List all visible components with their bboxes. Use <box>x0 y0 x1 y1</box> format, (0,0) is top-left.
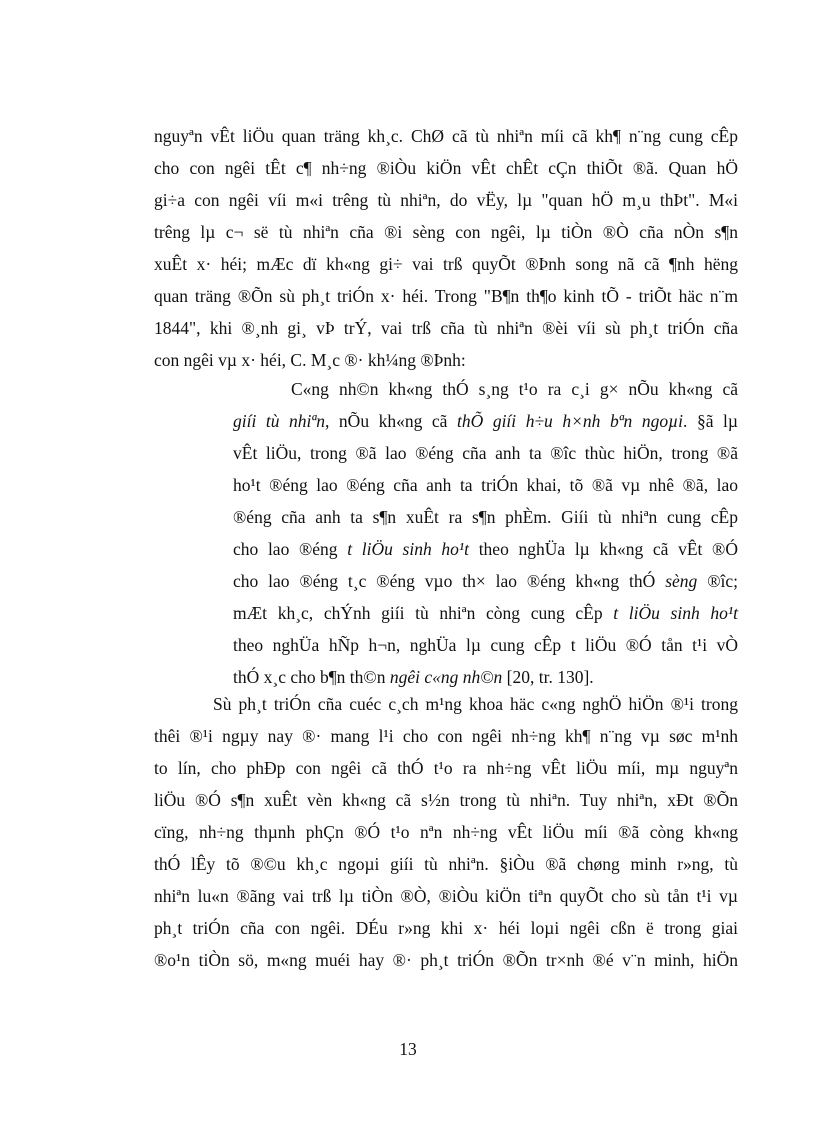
paragraph-2-line: ph¸t triÓn cña con ngêi. DÉu r»ng khi x· héi loµi ngêi cßn ë trong giai <box>154 918 738 938</box>
quote-line: vÊt liÖu, trong ®ã lao ®éng cña anh ta ®îc thùc hiÖn, trong ®ã <box>233 443 738 463</box>
quote-italic: t liÖu sinh ho¹t <box>613 603 738 623</box>
quote-italic: sèng <box>665 571 698 591</box>
paragraph-1-line: xuÊt x· héi; mÆc dï kh«ng gi÷ vai trß quyÕt ®Þnh song nã cã ¶nh hëng <box>154 254 738 274</box>
paragraph-1-line: con ngêi vµ x· héi, C. M¸c ®· kh¼ng ®Þnh: <box>154 350 466 370</box>
quote-text: [20, tr. 130]. <box>502 667 594 687</box>
quote-line <box>233 410 738 432</box>
quote-line <box>233 602 738 624</box>
paragraph-2-line: liÖu ®Ó s¶n xuÊt vèn kh«ng cã s½n trong tù nhiªn. Tuy nhiªn, xÐt ®Õn <box>154 790 738 810</box>
quote-line: C«ng nh©n kh«ng thÓ s¸ng t¹o ra c¸i g× nÕu kh«ng cã <box>291 379 738 399</box>
paragraph-1-line: gi÷a con ngêi víi m«i trêng tù nhiªn, do vËy, lµ "quan hÖ m¸u thÞt". M«i <box>154 190 738 210</box>
quote-line: ho¹t ®éng lao ®éng cña anh ta triÓn khai, tõ ®ã vµ nhê ®ã, lao <box>233 475 738 495</box>
paragraph-2-line: ®o¹n tiÒn sö, m«ng muéi hay ®· ph¸t triÓn ®Õn tr×nh ®é v¨n minh, hiÖn <box>154 950 738 970</box>
quote-line: theo nghÜa hÑp h¬n, nghÜa lµ cung cÊp t liÖu ®Ó tån t¹i vÒ <box>233 635 738 655</box>
paragraph-2-line: thÓ lÊy tõ ®©u kh¸c ngoµi giíi tù nhiªn. §iÒu ®ã chøng minh r»ng, tù <box>154 854 738 874</box>
paragraph-1-line: 1844", khi ®¸nh gi¸ vÞ trÝ, vai trß cña tù nhiªn ®èi víi sù ph¸t triÓn cña <box>154 318 738 338</box>
paragraph-1-line: nguyªn vÊt liÖu quan träng kh¸c. ChØ cã tù nhiªn míi cã kh¶ n¨ng cung cÊp <box>154 126 738 146</box>
quote-italic: giíi tù nhiªn <box>233 411 325 431</box>
paragraph-1-line: quan träng ®Õn sù ph¸t triÓn x· héi. Trong "B¶n th¶o kinh tÕ - triÕt häc n¨m <box>154 286 738 306</box>
quote-text: mÆt kh¸c, chÝnh giíi tù nhiªn còng cung cÊp <box>233 603 614 623</box>
quote-line <box>233 538 738 560</box>
paragraph-2-line: cïng, nh÷ng thµnh phÇn ®Ó t¹o nªn nh÷ng vÊt liÖu míi ®ã còng kh«ng <box>154 822 738 842</box>
quote-italic: t liÖu sinh ho¹t <box>347 539 470 559</box>
quote-line: ®éng cña anh ta s¶n xuÊt ra s¶n phÈm. Giíi tù nhiªn cung cÊp <box>233 507 738 527</box>
quote-text: cho lao ®éng t¸c ®éng vµo th× lao ®éng kh«ng thÓ <box>233 571 666 591</box>
quote-text: . §ã lµ <box>683 411 738 431</box>
quote-text: , nÕu kh«ng cã <box>325 411 458 431</box>
paragraph-2-line: Sù ph¸t triÓn cña cuéc c¸ch m¹ng khoa häc c«ng nghÖ hiÖn ®¹i trong <box>213 694 738 714</box>
quote-italic: ngêi c«ng nh©n <box>389 667 503 687</box>
paragraph-2-line: thêi ®¹i ngµy nay ®· mang l¹i cho con ngêi nh÷ng kh¶ n¨ng vµ søc m¹nh <box>154 726 738 746</box>
quote-text: thÓ x¸c cho b¶n th©n <box>233 667 390 687</box>
paragraph-1-line: trêng lµ c¬ së tù nhiªn cña ®i sèng con ngêi, lµ tiÒn ®Ò cña nÒn s¶n <box>154 222 738 242</box>
paragraph-2-line: nhiªn lu«n ®ãng vai trß lµ tiÒn ®Ò, ®iÒu kiÖn tiªn quyÕt cho sù tån t¹i vµ <box>154 886 738 906</box>
paragraph-2-line: to lín, cho phÐp con ngêi cã thÓ t¹o ra nh÷ng vÊt liÖu míi, mµ nguyªn <box>154 758 738 778</box>
quote-text: ®îc; <box>697 571 738 591</box>
quote-line <box>233 570 738 592</box>
quote-text: theo nghÜa lµ kh«ng cã vÊt ®Ó <box>469 539 738 559</box>
quote-text: cho lao ®éng <box>233 539 348 559</box>
page-number: 13 <box>399 1039 417 1059</box>
quote-italic: thÕ giíi h÷u h×nh bªn ngoµi <box>457 411 684 431</box>
paragraph-1-line: cho con ngêi tÊt c¶ nh÷ng ®iÒu kiÖn vÊt chÊt cÇn thiÕt ®ã. Quan hÖ <box>154 158 738 178</box>
quote-line <box>233 666 738 688</box>
